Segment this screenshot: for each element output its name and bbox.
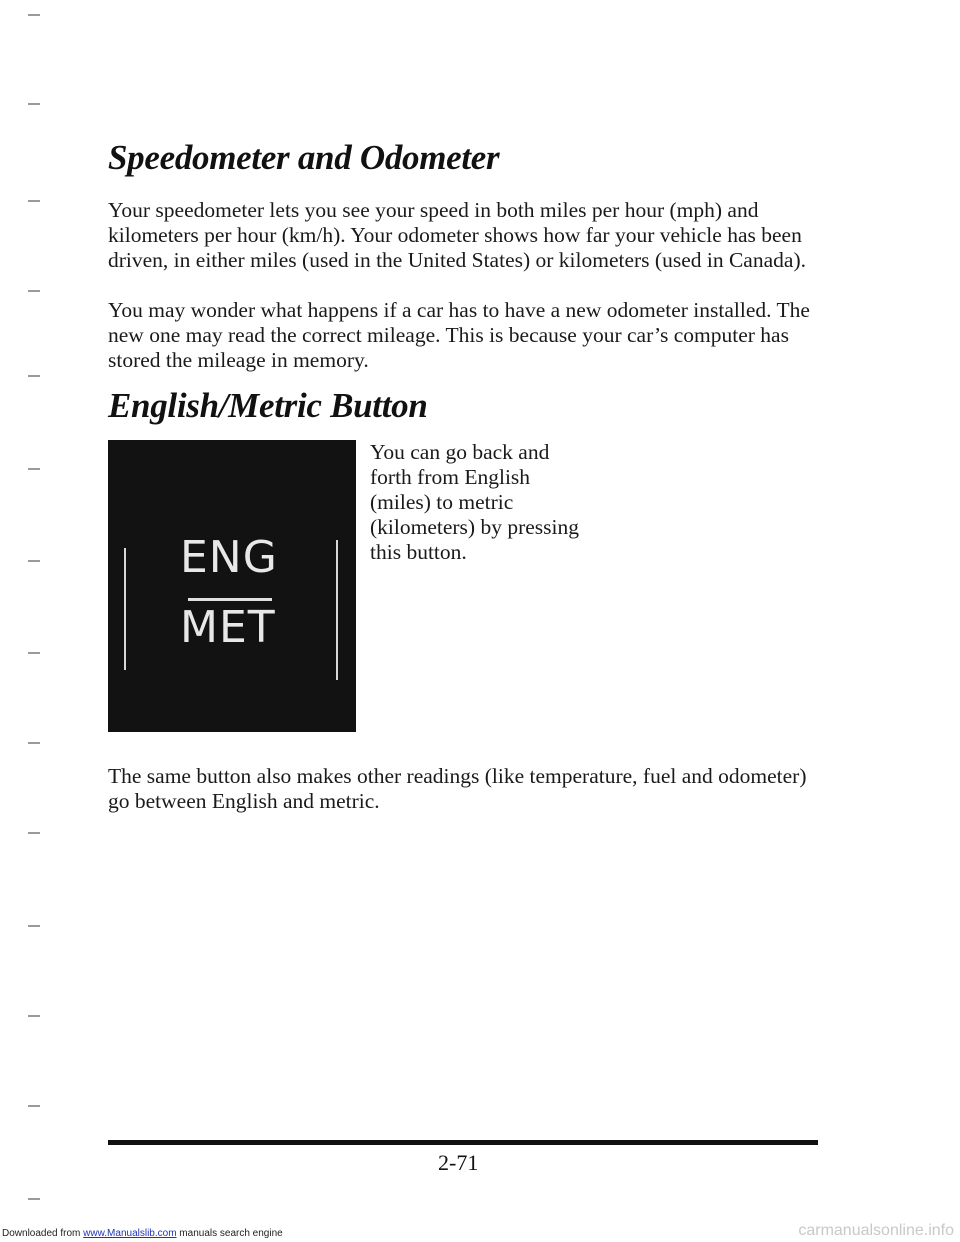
margin-mark — [28, 200, 40, 202]
margin-mark — [28, 1105, 40, 1107]
margin-mark — [28, 742, 40, 744]
section-title-english-metric: English/Metric Button — [108, 386, 428, 425]
download-footer — [2, 1228, 283, 1239]
button-label-eng: ENG — [180, 532, 278, 583]
margin-mark — [28, 103, 40, 105]
footer-rule — [108, 1140, 818, 1145]
manualslib-link[interactable]: www.Manualslib.com — [83, 1228, 177, 1239]
margin-mark — [28, 1198, 40, 1200]
margin-mark — [28, 925, 40, 927]
button-divider — [188, 598, 272, 601]
speedometer-paragraph: Your speedometer lets you see your speed in both miles per hour (mph) and kilometers per hour (km/h). Your odometer shows how far your vehicle has been driven, in either miles (used in the United States) or kilometers (used in Canada). — [108, 198, 806, 272]
footer-prefix: Downloaded from — [2, 1228, 84, 1239]
eng-met-button-photo — [108, 440, 356, 732]
button-bezel-left — [124, 548, 126, 670]
button-caption: You can go back and forth from English (miles) to metric (kilometers) by pressing this button. — [370, 440, 579, 564]
section-title-speedometer: Speedometer and Odometer — [108, 138, 500, 177]
margin-mark — [28, 560, 40, 562]
margin-mark — [28, 1015, 40, 1017]
margin-mark — [28, 468, 40, 470]
margin-mark — [28, 14, 40, 16]
margin-mark — [28, 290, 40, 292]
margin-mark — [28, 652, 40, 654]
button-bezel-right — [336, 540, 338, 680]
watermark: carmanualsonline.info — [798, 1222, 954, 1239]
odometer-paragraph: You may wonder what happens if a car has to have a new odometer installed. The new one may read the correct mileage. This is because your car’s computer has stored the mileage in memory. — [108, 298, 810, 372]
margin-mark — [28, 375, 40, 377]
button-label-met: MET — [180, 602, 276, 653]
footer-suffix: manuals search engine — [176, 1228, 283, 1239]
margin-mark — [28, 832, 40, 834]
page-number: 2-71 — [438, 1150, 479, 1175]
readings-paragraph: The same button also makes other readings (like temperature, fuel and odometer) go between English and metric. — [108, 764, 807, 813]
